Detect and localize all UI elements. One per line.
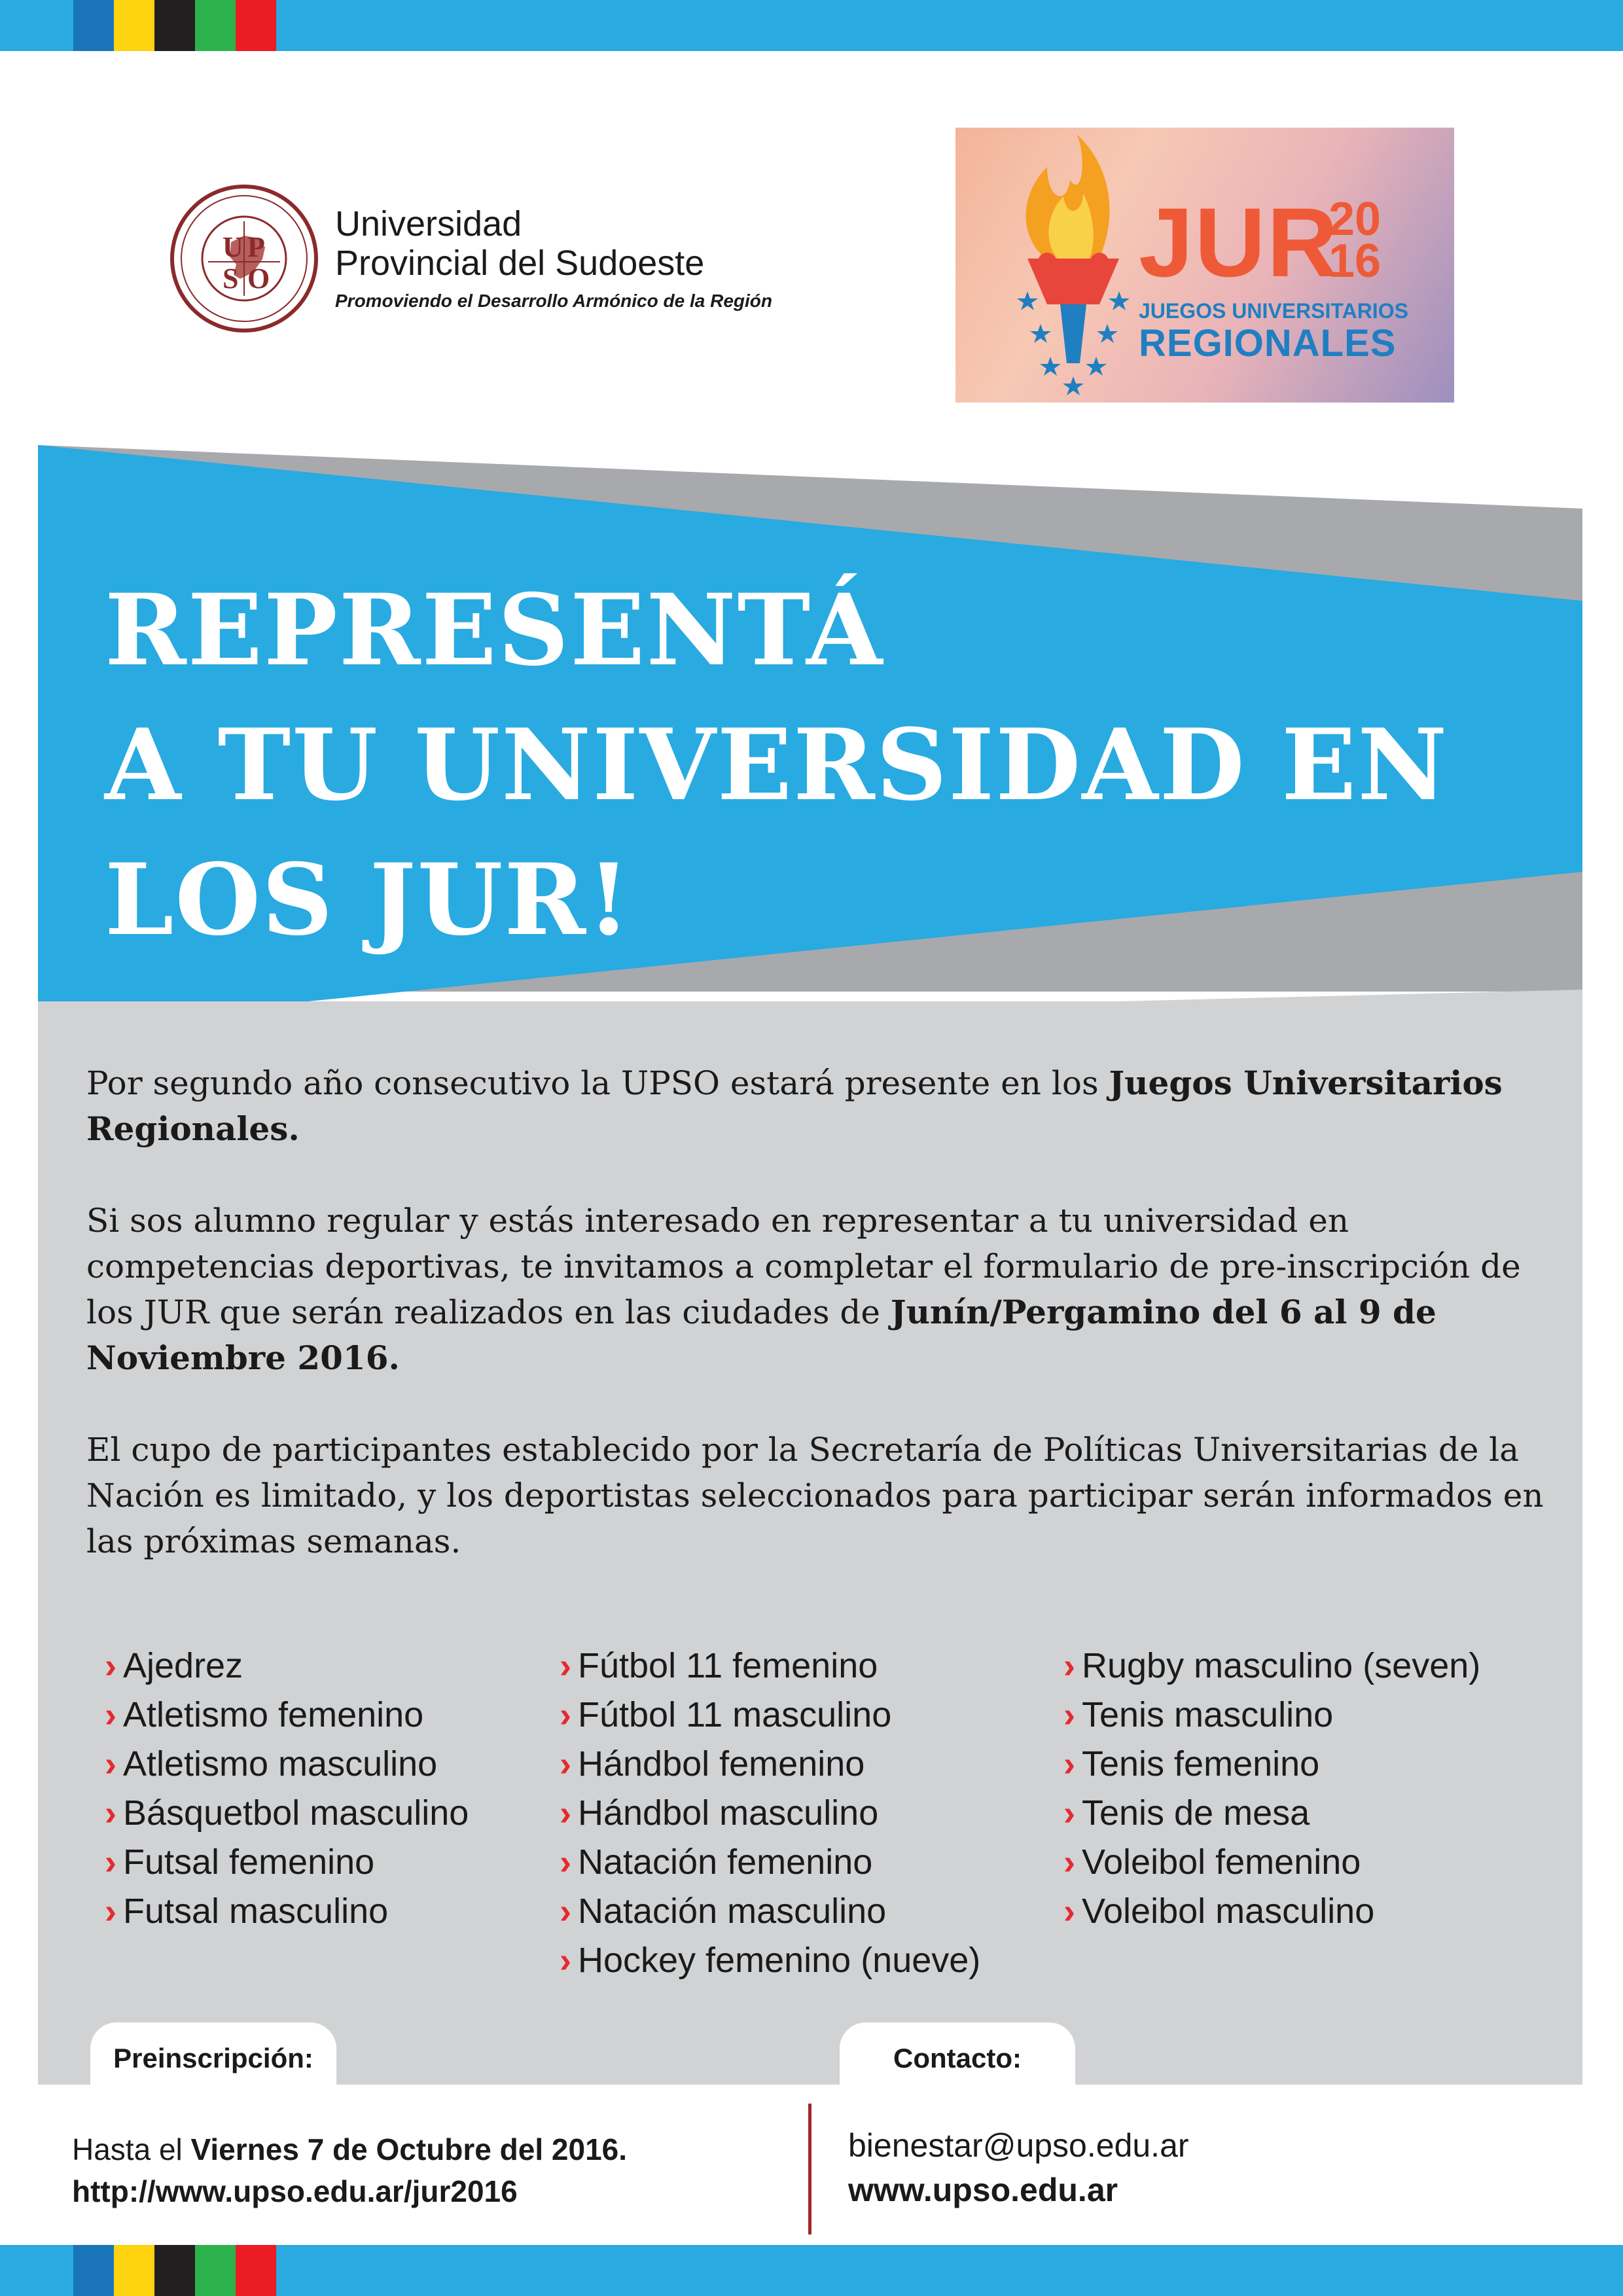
svg-text:P: P <box>247 231 265 263</box>
contact-website[interactable]: www.upso.edu.ar <box>848 2172 1118 2208</box>
stripe-red <box>236 2245 276 2296</box>
chevron-right-icon: › <box>105 1744 116 1784</box>
list-item <box>560 1936 980 1985</box>
chevron-right-icon: › <box>105 1793 116 1833</box>
list-item <box>1063 1691 1480 1740</box>
jur-subtitle-2: REGIONALES <box>1139 322 1397 365</box>
deadline-prefix: Hasta el <box>72 2132 191 2166</box>
sports-list-col3 <box>1063 1641 1480 1936</box>
preinscripcion-info <box>72 2128 627 2212</box>
contact-info <box>848 2123 1189 2212</box>
svg-text:U: U <box>223 231 243 263</box>
footer-divider <box>808 2104 812 2234</box>
chevron-right-icon: › <box>560 1793 571 1833</box>
deadline-line <box>72 2128 627 2170</box>
headline <box>105 563 1448 967</box>
headline-line-3: LOS JUR! <box>105 842 632 958</box>
chevron-right-icon: › <box>560 1695 571 1734</box>
bottom-color-bar <box>0 2245 1623 2296</box>
chevron-right-icon: › <box>1063 1793 1075 1833</box>
stripe-green <box>195 0 236 51</box>
sports-list-col2 <box>560 1641 980 1985</box>
list-item <box>105 1887 469 1936</box>
chevron-right-icon: › <box>1063 1842 1075 1882</box>
list-item <box>105 1789 469 1838</box>
list-item <box>560 1789 980 1838</box>
stripe-red <box>236 0 276 51</box>
list-item <box>560 1641 980 1691</box>
intro-paragraph-2 <box>86 1198 1552 1381</box>
chevron-right-icon: › <box>560 1646 571 1685</box>
stripe-black <box>154 2245 195 2296</box>
stripe-yellow <box>114 2245 154 2296</box>
sport-label: Básquetbol masculino <box>122 1793 469 1833</box>
svg-text:O: O <box>247 262 270 295</box>
intro-text <box>86 1060 1552 1610</box>
list-item <box>1063 1740 1480 1789</box>
sport-label: Hándbol femenino <box>577 1744 865 1784</box>
chevron-right-icon: › <box>560 1744 571 1784</box>
deadline-date: Viernes 7 de Octubre del 2016. <box>190 2132 628 2166</box>
list-item <box>560 1838 980 1887</box>
list-item <box>1063 1789 1480 1838</box>
sport-label: Natación masculino <box>577 1892 887 1931</box>
chevron-right-icon: › <box>1063 1892 1075 1931</box>
sport-label: Futsal femenino <box>122 1842 375 1882</box>
registration-url[interactable]: http://www.upso.edu.ar/jur2016 <box>72 2174 518 2208</box>
sport-label: Atletismo femenino <box>122 1695 424 1734</box>
chevron-right-icon: › <box>560 1941 571 1980</box>
list-item <box>1063 1838 1480 1887</box>
top-color-bar <box>0 0 1623 51</box>
sport-label: Natación femenino <box>577 1842 873 1882</box>
chevron-right-icon: › <box>1063 1744 1075 1784</box>
sport-label: Fútbol 11 masculino <box>577 1695 892 1734</box>
sport-label: Voleibol femenino <box>1081 1842 1361 1882</box>
jur-2016-logo <box>955 128 1454 403</box>
sport-label: Rugby masculino (seven) <box>1081 1646 1481 1685</box>
contacto-tab: Contacto: <box>840 2022 1075 2088</box>
headline-line-1: REPRESENTÁ <box>105 573 884 688</box>
stripe-black <box>154 0 195 51</box>
chevron-right-icon: › <box>105 1892 116 1931</box>
chevron-right-icon: › <box>105 1842 116 1882</box>
stripe-blue <box>73 2245 114 2296</box>
upso-name-line2: Provincial del Sudoeste <box>335 243 705 283</box>
list-item <box>1063 1641 1480 1691</box>
color-stripes <box>73 2245 276 2296</box>
sport-label: Fútbol 11 femenino <box>577 1646 878 1685</box>
list-item <box>560 1691 980 1740</box>
sport-label: Futsal masculino <box>122 1892 389 1931</box>
stripe-yellow <box>114 0 154 51</box>
list-item <box>105 1691 469 1740</box>
chevron-right-icon: › <box>1063 1646 1075 1685</box>
sport-label: Ajedrez <box>122 1646 243 1685</box>
list-item <box>105 1740 469 1789</box>
list-item <box>1063 1887 1480 1936</box>
sport-label: Hockey femenino (nueve) <box>577 1941 981 1980</box>
chevron-right-icon: › <box>560 1842 571 1882</box>
headline-line-2: A TU UNIVERSIDAD EN <box>105 708 1449 823</box>
jur-year: 20 16 <box>1329 193 1382 287</box>
intro-p1-bold: Juegos Universitarios Regionales. <box>86 1064 1503 1148</box>
sports-list-col1 <box>105 1641 469 1936</box>
chevron-right-icon: › <box>560 1892 571 1931</box>
intro-p2-text: Si sos alumno regular y estás interesado en representar a tu universidad en competencias deportivas, te invitamos a completar el formulario de pre-inscripción de los JUR que serán realizados en las ciudades de <box>86 1202 1521 1331</box>
list-item <box>105 1641 469 1691</box>
contact-email[interactable]: bienestar@upso.edu.ar <box>848 2127 1189 2164</box>
upso-wordmark <box>335 204 772 312</box>
sport-label: Atletismo masculino <box>122 1744 438 1784</box>
list-item <box>105 1838 469 1887</box>
intro-p1-text: Por segundo año consecutivo la UPSO estará presente en los <box>86 1064 1109 1102</box>
chevron-right-icon: › <box>1063 1695 1075 1734</box>
sport-label: Tenis de mesa <box>1081 1793 1310 1833</box>
color-stripes <box>73 0 276 51</box>
intro-paragraph-1 <box>86 1060 1552 1152</box>
chevron-right-icon: › <box>105 1695 116 1734</box>
chevron-right-icon: › <box>105 1646 116 1685</box>
upso-name-line1: Universidad <box>335 204 522 243</box>
intro-paragraph-3: El cupo de participantes establecido por la Secretaría de Políticas Universitarias de la Nación es limitado, y los deportistas seleccionados para participar serán informados en las próximas semanas. <box>86 1431 1544 1560</box>
sport-label: Tenis masculino <box>1081 1695 1334 1734</box>
stripe-blue <box>73 0 114 51</box>
list-item <box>560 1887 980 1936</box>
sport-label: Tenis femenino <box>1081 1744 1320 1784</box>
sport-label: Hándbol masculino <box>577 1793 879 1833</box>
upso-tagline: Promoviendo el Desarrollo Armónico de la Región <box>335 291 772 311</box>
intro-p2-bold: Junín/Pergamino del 6 al 9 de Noviembre 2016. <box>86 1293 1436 1377</box>
sport-label: Voleibol masculino <box>1081 1892 1375 1931</box>
stripe-green <box>195 2245 236 2296</box>
preinscripcion-tab: Preinscripción: <box>90 2022 336 2088</box>
svg-text:S: S <box>223 262 239 295</box>
list-item <box>560 1740 980 1789</box>
jur-subtitle-1: JUEGOS UNIVERSITARIOS <box>1139 299 1408 323</box>
jur-wordmark: JUR <box>1139 187 1340 297</box>
upso-seal-logo <box>169 183 319 334</box>
